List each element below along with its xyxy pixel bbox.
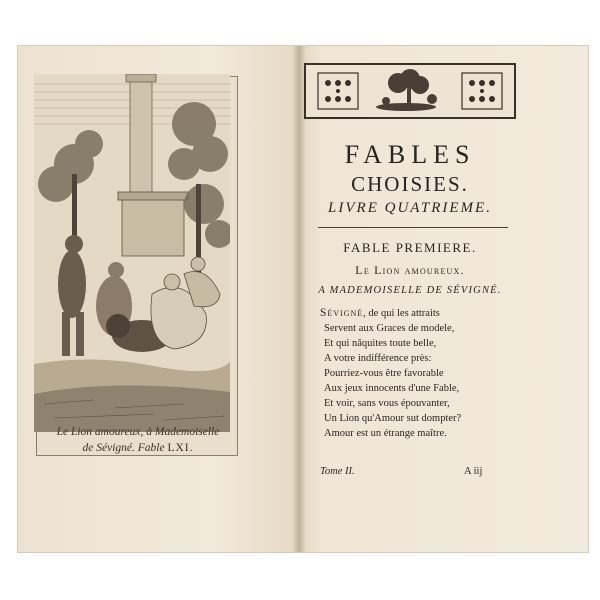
caption-dedicatee: de Sévigné. [82,442,135,454]
poem-line: Aux jeux innocents d'une Fable, [324,383,460,394]
poem-line: A votre indifférence près: [324,353,432,364]
poem-line: Et voir, sans vous épouvanter, [324,398,450,409]
engraving-illustration [34,74,230,432]
book-gutter [292,46,306,552]
caption-fable-label: Fable [137,442,165,454]
fable-dedication: A MADEMOISELLE DE SÉVIGNÉ. [318,285,502,296]
poem-first-word: Sévigné [320,307,364,319]
poem-line: Et qui nâquites toute belle, [324,338,437,349]
volume-footer: Tome II. [320,466,355,477]
book-subtitle: CHOISIES. [351,172,469,196]
poem-line: Un Lion qu'Amour sut dompter? [324,413,462,424]
poem-line [320,306,510,321]
caption-fable-number: LXI. [167,442,194,454]
fable-number: FABLE PREMIERE. [343,240,477,255]
engraving-caption [30,424,246,456]
book-title: FABLES [344,140,476,169]
poem-line: Servent aux Graces de modele, [324,323,455,334]
book-section: LIVRE QUATRIEME. [328,200,492,216]
poem-text [320,306,510,441]
caption-line-1: Le Lion amoureux, à Mademoiselle [56,426,220,438]
poem-line: Pourriez-vous être favorable [324,368,444,379]
poem-line-1-rest: , de qui les attraits [363,308,440,319]
divider-rule [318,227,508,228]
headpiece-vignette [304,63,516,119]
fable-title: Le Lion amoureux. [355,263,465,277]
poem-line: Amour est un étrange maître. [324,428,447,439]
caption-line-2 [30,440,246,456]
signature-mark: A iij [464,466,483,477]
